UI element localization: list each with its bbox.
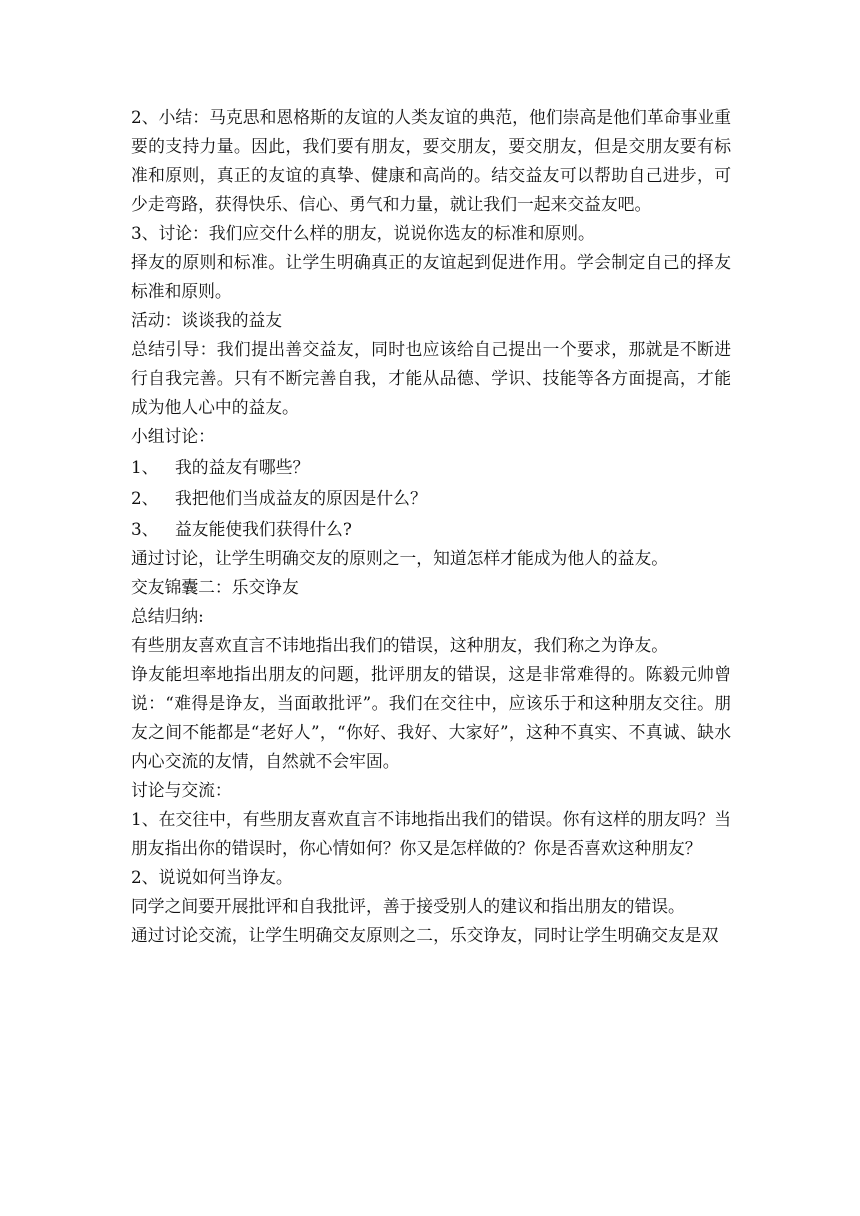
paragraph-conclusion-label: 总结归纳: (131, 606, 204, 626)
list-item (131, 515, 731, 544)
list-item-number: 1、 (131, 457, 159, 477)
list-item (131, 484, 731, 513)
paragraph-discussion-label: 讨论与交流： (131, 780, 232, 800)
paragraph-principles: 择友的原则和标准。让学生明确真正的友谊起到促进作用。学会制定自己的择友标准和原则。 (131, 252, 731, 301)
list-item-text: 我的益友有哪些？ (175, 457, 310, 477)
paragraph-summary: 2、小结：马克思和恩格斯的友谊的人类友谊的典范，他们崇高是他们革命事业重要的支持力量。因此，我们要有朋友，要交朋友，要交朋友，但是交朋友要有标准和原则，真正的友谊的真挚、健康和高尚的。结交益友可以帮助自己进步，可少走弯路，获得快乐、信心、勇气和力量，就让我们一起来交益友吧。 (131, 107, 731, 214)
paragraph-section-heading: 交友锦囊二：乐交诤友 (131, 577, 299, 597)
paragraph-question-two: 2、说说如何当诤友。 (131, 867, 293, 887)
paragraph-zhengyou-explanation: 诤友能坦率地指出朋友的问题，批评朋友的错误，这是非常难得的。陈毅元帅曾说：“难得是诤友，当面敢批评”。我们在交往中，应该乐于和这种朋友交往。朋友之间不能都是“老好人”，“你好、我好、大家好”，这种不真实、不真诚、缺水内心交流的友情，自然就不会牢固。 (131, 664, 731, 771)
paragraph-criticism: 同学之间要开展批评和自我批评，善于接受别人的建议和指出朋友的错误。 (131, 896, 685, 916)
paragraph-final: 通过讨论交流，让学生明确交友原则之二，乐交诤友，同时让学生明确交友是双 (131, 925, 719, 945)
document-page (131, 103, 731, 950)
paragraph-discussion-prompt: 3、讨论：我们应交什么样的朋友，说说你选友的标准和原则。 (131, 223, 595, 243)
paragraph-activity: 活动：谈谈我的益友 (131, 310, 283, 330)
paragraph-discussion-result: 通过讨论，让学生明确交友的原则之一，知道怎样才能成为他人的益友。 (131, 548, 669, 568)
paragraph-zhengyou-definition: 有些朋友喜欢直言不讳地指出我们的错误，这种朋友，我们称之为诤友。 (131, 635, 669, 655)
list-item-number: 3、 (131, 519, 159, 539)
paragraph-question-one: 1、在交往中，有些朋友喜欢直言不讳地指出我们的错误。你有这样的朋友吗？当朋友指出你的错误时，你心情如何？你又是怎样做的？你是否喜欢这种朋友？ (131, 809, 731, 858)
list-item (131, 453, 731, 482)
paragraph-group-discussion: 小组讨论： (131, 426, 215, 446)
paragraph-guidance: 总结引导：我们提出善交益友，同时也应该给自己提出一个要求，那就是不断进行自我完善。只有不断完善自我，才能从品德、学识、技能等各方面提高，才能成为他人心中的益友。 (131, 339, 731, 417)
list-item-text: 益友能使我们获得什么? (175, 519, 352, 539)
list-item-text: 我把他们当成益友的原因是什么？ (175, 488, 427, 508)
list-item-number: 2、 (131, 488, 159, 508)
